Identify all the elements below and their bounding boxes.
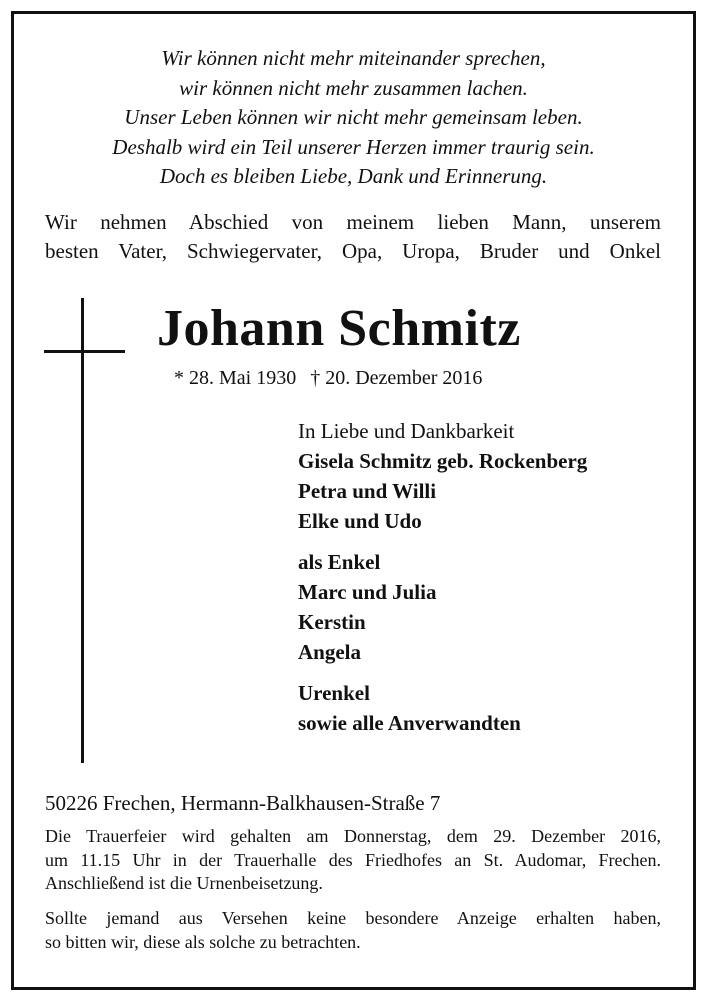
memorial-poem — [0, 44, 707, 192]
birth-date: * 28. Mai 1930 — [174, 367, 297, 389]
mourners-group-great-grandchildren — [298, 678, 587, 738]
cross-icon-vertical — [81, 298, 84, 763]
poem-line: Deshalb wird ein Teil unserer Herzen immer traurig sein. — [112, 134, 595, 159]
notice-line: so bitten wir, diese als solche zu betrachten. — [45, 931, 361, 952]
funeral-line: Die Trauerfeier wird gehalten am Donnerstag, dem 29. Dezember 2016, — [45, 826, 661, 846]
mourner: Elke und Udo — [298, 509, 422, 533]
funeral-line: um 11.15 Uhr in der Trauerhalle des Friedhofes an St. Audomar, Frechen. — [45, 849, 661, 870]
notice-info — [45, 907, 661, 954]
mourner: Urenkel — [298, 681, 370, 705]
mourners-group-grandchildren — [298, 547, 587, 667]
poem-line: Unser Leben können wir nicht mehr gemeinsam leben. — [124, 105, 583, 129]
deceased-name: Johann Schmitz — [157, 300, 521, 357]
mourners-group-family — [298, 446, 587, 536]
life-dates — [174, 364, 482, 392]
intro-line: besten Vater, Schwiegervater, Opa, Uropa, Bruder und Onkel — [45, 239, 661, 263]
notice-line: Sollte jemand aus Versehen keine besondere Anzeige erhalten haben, — [45, 908, 661, 928]
mourner: Gisela Schmitz geb. Rockenberg — [298, 449, 588, 473]
funeral-info — [45, 825, 661, 896]
poem-line: Doch es bleiben Liebe, Dank und Erinnerung. — [159, 164, 548, 188]
mourner-address: 50226 Frechen, Hermann-Balkhausen-Straße 7 — [45, 791, 441, 815]
poem-line: Wir können nicht mehr miteinander sprechen, — [161, 46, 546, 70]
mourner: Kerstin — [298, 610, 366, 634]
mourners-intro: In Liebe und Dankbarkeit — [298, 419, 515, 443]
death-date: † 20. Dezember 2016 — [310, 367, 483, 389]
intro-line: Wir nehmen Abschied von meinem lieben Mann, unserem — [45, 210, 661, 234]
mourner: als Enkel — [298, 550, 381, 574]
mourner: Marc und Julia — [298, 580, 437, 604]
cross-icon-horizontal — [44, 350, 125, 353]
mourner: Angela — [298, 640, 361, 664]
funeral-line: Anschließend ist die Urnenbeisetzung. — [45, 873, 323, 893]
mourners-list — [298, 416, 587, 738]
farewell-intro — [45, 208, 661, 266]
mourner: Petra und Willi — [298, 479, 437, 503]
mourner: sowie alle Anverwandten — [298, 711, 521, 735]
poem-line: wir können nicht mehr zusammen lachen. — [179, 75, 528, 100]
